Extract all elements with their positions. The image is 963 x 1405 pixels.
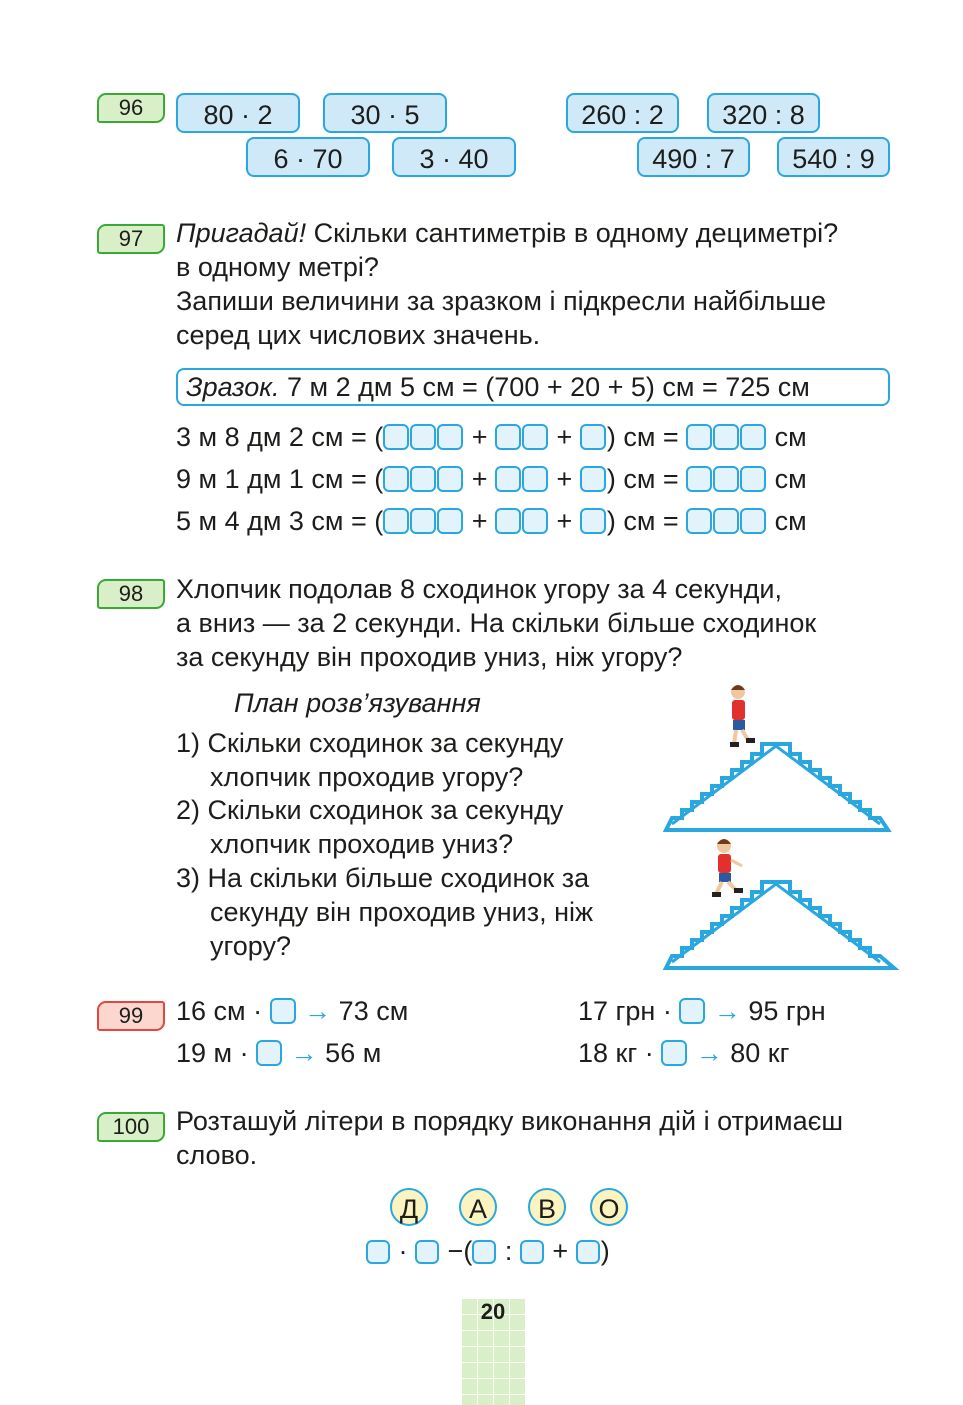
chain-start: 16 см [176, 996, 246, 1026]
divide-sign: : [504, 1236, 513, 1266]
staircase-down-illustration [662, 836, 900, 974]
answer-cell[interactable] [713, 466, 739, 492]
task-100-line-1: Розташуй літери в порядку виконання дій і отримаєш [176, 1106, 844, 1136]
letter-circle: А [459, 1188, 497, 1226]
task-98-line-2: а вниз — за 2 секунди. На скільки більше сходинок [176, 608, 817, 638]
answer-cell[interactable] [522, 508, 548, 534]
row-mid-text: ) см = [606, 506, 687, 536]
letter-circle: Д [390, 1188, 428, 1226]
task-number-97: 97 [97, 224, 165, 254]
task-number-100: 100 [97, 1112, 165, 1142]
task-97-line-1 [176, 218, 838, 249]
multiply-sign: · [644, 1038, 654, 1068]
multiply-sign: · [239, 1038, 249, 1068]
plus-sign: + [464, 464, 496, 494]
answer-cell[interactable] [713, 424, 739, 450]
expression-box: 6 · 70 [246, 137, 370, 177]
task-98-line-1: Хлопчик подолав 8 сходинок угору за 4 секунди, [176, 574, 782, 604]
answer-cell[interactable] [437, 508, 463, 534]
chain-result: 56 м [325, 1038, 382, 1068]
chain-item [578, 1038, 789, 1069]
row-mid-text: ) см = [606, 464, 687, 494]
page-number: 20 [461, 1298, 525, 1405]
remember-label: Пригадай! [176, 218, 307, 248]
answer-cell[interactable] [576, 1240, 600, 1264]
plan-question-2: 2) Скільки сходинок за секунду [176, 795, 564, 825]
answer-cell[interactable] [686, 508, 712, 534]
answer-cell[interactable] [686, 466, 712, 492]
multiply-sign: · [662, 996, 672, 1026]
minus-sign: − [447, 1236, 464, 1266]
answer-cell[interactable] [740, 424, 766, 450]
plus-sign: + [464, 506, 496, 536]
chain-start: 17 грн [578, 996, 656, 1026]
chain-start: 18 кг [578, 1038, 638, 1068]
answer-cell[interactable] [415, 1240, 439, 1264]
plus-sign: + [464, 422, 496, 452]
task-97-line-2: в одному метрі? [176, 252, 379, 282]
sample-label: Зразок. [186, 372, 280, 402]
arrow-right-icon: → [695, 1038, 723, 1068]
chain-item [578, 996, 826, 1027]
plus-sign: + [549, 422, 580, 452]
answer-cell[interactable] [661, 1040, 687, 1066]
answer-cell[interactable] [522, 466, 548, 492]
chain-start: 19 м [176, 1038, 233, 1068]
arrow-right-icon: → [290, 1038, 318, 1068]
open-paren: ( [463, 1236, 473, 1266]
expression-box: 260 : 2 [566, 93, 679, 133]
answer-cell[interactable] [686, 424, 712, 450]
chain-item [176, 996, 408, 1027]
answer-cell[interactable] [383, 508, 409, 534]
task-100-line-2: слово. [176, 1140, 258, 1170]
plus-sign: + [549, 506, 580, 536]
answer-cell[interactable] [472, 1240, 496, 1264]
answer-cell[interactable] [495, 508, 521, 534]
row-start-text: 3 м 8 дм 2 см = ( [176, 422, 384, 452]
conversion-row [176, 422, 807, 453]
answer-cell[interactable] [580, 466, 606, 492]
expression-box: 540 : 9 [777, 137, 890, 177]
plus-sign: + [552, 1236, 569, 1266]
answer-cell[interactable] [410, 424, 436, 450]
staircase-up-illustration [662, 680, 894, 836]
chain-item [176, 1038, 381, 1069]
answer-cell[interactable] [256, 1040, 282, 1066]
row-start-text: 9 м 1 дм 1 см = ( [176, 464, 384, 494]
answer-cell[interactable] [383, 424, 409, 450]
chain-result: 80 кг [730, 1038, 790, 1068]
answer-cell[interactable] [437, 466, 463, 492]
plan-question-3-end: угору? [210, 931, 291, 961]
unit-text: см [767, 506, 807, 536]
task-number-99: 99 [97, 1001, 165, 1031]
letter-circle: О [590, 1188, 628, 1226]
sample-text: 7 м 2 дм 5 см = (700 + 20 + 5) см = 725 см [279, 372, 810, 402]
row-start-text: 5 м 4 дм 3 см = ( [176, 506, 384, 536]
task-97-line-3: Запиши величини за зразком і підкресли найбільше [176, 286, 827, 316]
answer-cell[interactable] [522, 424, 548, 450]
task-number-96: 96 [97, 93, 165, 123]
task-98-line-3: за секунду він проходив униз, ніж угору? [176, 642, 683, 672]
answer-cell[interactable] [410, 508, 436, 534]
chain-result: 95 грн [748, 996, 826, 1026]
expression-box: 30 · 5 [323, 93, 447, 133]
conversion-row [176, 506, 807, 537]
sample-box [176, 368, 890, 406]
answer-cell[interactable] [520, 1240, 544, 1264]
answer-cell[interactable] [437, 424, 463, 450]
expression-box: 80 · 2 [176, 93, 300, 133]
answer-cell[interactable] [270, 998, 296, 1024]
arrow-right-icon: → [304, 996, 332, 1026]
plan-question-1: 1) Скільки сходинок за секунду [176, 728, 564, 758]
expression-box: 490 : 7 [637, 137, 750, 177]
unit-text: см [767, 422, 807, 452]
multiply-sign: · [398, 1236, 408, 1266]
row-mid-text: ) см = [606, 422, 687, 452]
plus-sign: + [549, 464, 580, 494]
answer-cell[interactable] [713, 508, 739, 534]
answer-cell[interactable] [740, 508, 766, 534]
task-97-line-4: серед цих числових значень. [176, 320, 541, 350]
plan-question-3-cont: секунду він проходив униз, ніж [210, 897, 594, 927]
answer-cell[interactable] [580, 424, 606, 450]
chain-result: 73 см [338, 996, 409, 1026]
plan-question-2-cont: хлопчик проходив униз? [210, 829, 514, 859]
answer-cell[interactable] [366, 1240, 390, 1264]
unit-text: см [767, 464, 807, 494]
question-text: Скільки сантиметрів в одному дециметрі? [306, 218, 839, 248]
order-expression [366, 1236, 610, 1267]
answer-cell[interactable] [495, 466, 521, 492]
arrow-right-icon: → [713, 996, 741, 1026]
answer-cell[interactable] [410, 466, 436, 492]
plan-question-3: 3) На скільки більше сходинок за [176, 863, 590, 893]
answer-cell[interactable] [580, 508, 606, 534]
task-number-98: 98 [97, 579, 165, 609]
expression-box: 320 : 8 [707, 93, 820, 133]
multiply-sign: · [253, 996, 263, 1026]
letter-circle: В [528, 1188, 566, 1226]
expression-box: 3 · 40 [392, 137, 516, 177]
plan-heading: План розв’язування [234, 688, 481, 718]
plan-question-1-cont: хлопчик проходив угору? [210, 762, 524, 792]
answer-cell[interactable] [740, 466, 766, 492]
answer-cell[interactable] [679, 998, 705, 1024]
conversion-row [176, 464, 807, 495]
close-paren: ) [600, 1236, 610, 1266]
answer-cell[interactable] [383, 466, 409, 492]
answer-cell[interactable] [495, 424, 521, 450]
